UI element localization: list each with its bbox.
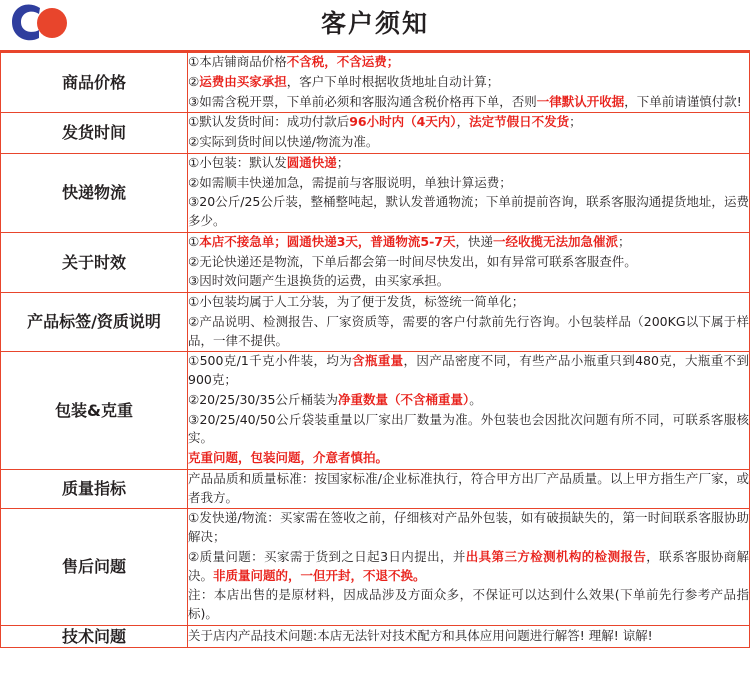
plain-text: ②如需顺丰快递加急，需提前与客服说明，单独计算运费； — [188, 174, 512, 190]
plain-text: ①小包装均属于人工分装，为了便于发货，标签统一简单化； — [188, 294, 525, 309]
plain-text: ①小包装：默认发 — [188, 154, 287, 170]
page-title: 客户须知 — [320, 9, 429, 38]
notice-content-cell — [188, 153, 750, 232]
highlight-text: 克重问题，包装问题，介意者慎拍。 — [188, 450, 389, 465]
notice-content-cell — [188, 469, 750, 509]
notice-line — [188, 470, 749, 508]
table-row — [1, 509, 750, 626]
notice-category-label: 质量指标 — [1, 469, 188, 509]
notice-line — [188, 253, 749, 272]
table-row — [1, 469, 750, 509]
plain-text: ， — [456, 114, 470, 130]
notice-line — [188, 53, 749, 72]
notice-line — [188, 449, 749, 468]
notice-content-cell — [188, 113, 750, 154]
highlight-text: 运费由买家承担 — [199, 73, 287, 89]
notice-line — [188, 93, 749, 112]
notice-category-label: 商品价格 — [1, 53, 188, 113]
notice-line — [188, 313, 749, 351]
notice-content-cell — [188, 625, 750, 648]
plain-text: ； — [569, 114, 582, 130]
plain-text: ②产品说明、检测报告、厂家资质等，需要的客户付款前先行咨询。小包装样品（200KG以下属于样品，一律不提供。 — [188, 313, 749, 348]
plain-text: ，快递 — [455, 233, 494, 249]
notice-category-label: 快递物流 — [1, 153, 188, 232]
plain-text: ③20/25/40/50公斤袋装重量以厂家出厂数量为准。外包装也会因批次问题有所不同，可联系客服核实。 — [188, 411, 749, 446]
notice-line — [188, 133, 749, 152]
table-row — [1, 625, 750, 648]
notice-line — [188, 193, 749, 231]
notice-line — [188, 174, 749, 193]
plain-text: ③因时效问题产生退换货的运费，由买家承担。 — [188, 273, 450, 289]
table-row — [1, 232, 750, 292]
plain-text: ②无论快递还是物流，下单后都会第一时间尽快发出，如有异常可联系客服查件。 — [188, 253, 637, 269]
notice-category-label: 技术问题 — [1, 625, 188, 648]
notice-category-label: 关于时效 — [1, 232, 188, 292]
notice-category-label: 发货时间 — [1, 113, 188, 154]
notice-line — [188, 113, 749, 132]
plain-text: ①发快递/物流：买家需在签收之前，仔细核对产品外包装，如有破损缺失的，第一时间联系客服协助解决； — [188, 510, 749, 544]
notice-content-cell — [188, 509, 750, 626]
notice-table — [0, 52, 750, 648]
plain-text: ③20公斤/25公斤装，整桶整吨起，默认发普通物流；下单前提前咨询，联系客服沟通提货地址，运费多少。 — [188, 194, 749, 228]
plain-text: ，因产品密度不同，有些产品小瓶重只到480克，大瓶重不到900克； — [188, 353, 749, 387]
notice-line — [188, 509, 749, 547]
table-row — [1, 53, 750, 113]
highlight-text: 96小时内（4天内） — [349, 114, 457, 130]
notice-category-label: 售后问题 — [1, 509, 188, 626]
table-row — [1, 113, 750, 154]
plain-text: ② — [188, 73, 200, 89]
notice-line — [188, 391, 749, 410]
plain-text: ； — [618, 233, 631, 249]
highlight-text: 含瓶重量 — [352, 353, 404, 369]
highlight-text: 净重数量（不含桶重量） — [337, 391, 470, 407]
notice-content-cell — [188, 53, 750, 113]
notice-content-cell — [188, 293, 750, 352]
plain-text: ① — [188, 233, 200, 249]
plain-text: 关于店内产品技术问题:本店无法针对技术配方和具体应用问题进行解答! 理解! 谅解! — [188, 627, 653, 643]
plain-text: ，联系客服协商解决。 — [188, 548, 749, 583]
plain-text: ，下单前请谨慎付款! — [624, 93, 742, 109]
plain-text: ②20/25/30/35公斤桶装为 — [188, 391, 338, 407]
highlight-text: 非质量问题的，一但开封，不退不换。 — [213, 567, 426, 583]
notice-line — [188, 154, 749, 173]
plain-text: ②质量问题：买家需于货到之日起3日内提出，并 — [188, 548, 466, 564]
notice-line — [188, 352, 749, 390]
plain-text: 。 — [469, 391, 482, 407]
plain-text: ，客户下单时根据收货地址自动计算； — [286, 73, 500, 89]
notice-content-cell — [188, 232, 750, 292]
table-row — [1, 352, 750, 470]
notice-table-body — [1, 53, 750, 648]
highlight-text: 一律默认开收据 — [536, 93, 625, 109]
table-row — [1, 293, 750, 352]
plain-text: ①500克/1千克小件装，均为 — [188, 353, 353, 369]
notice-line — [188, 73, 749, 92]
notice-line — [188, 272, 749, 291]
plain-text: ； — [336, 154, 350, 170]
notice-line — [188, 411, 749, 449]
highlight-text: 圆通快递 — [286, 154, 337, 170]
plain-text: ③如需含税开票，下单前必须和客服沟通含税价格再下单，否则 — [188, 93, 537, 109]
plain-text: ①默认发货时间：成功付款后 — [188, 114, 350, 130]
highlight-text: 一经收揽无法加急催派 — [493, 233, 619, 249]
notice-line — [188, 627, 749, 646]
notice-line — [188, 548, 749, 586]
notice-line — [188, 293, 749, 312]
plain-text: ②实际到货时间以快递/物流为准。 — [188, 134, 379, 149]
notice-line — [188, 586, 749, 624]
plain-text: 注：本店出售的是原材料，因成品涉及方面众多，不保证可以达到什么效果(下单前先行参考产品指标)。 — [188, 587, 749, 621]
plain-text: 产品品质和质量标准：按国家标准/企业标准执行，符合甲方出厂产品质量。以上甲方指生产厂家，或者我方。 — [188, 470, 749, 505]
notice-category-label: 包装&克重 — [1, 352, 188, 470]
notice-content-cell — [188, 352, 750, 470]
notice-category-label: 产品标签/资质说明 — [1, 293, 188, 352]
highlight-text: 本店不接急单；圆通快递3天，普通物流5-7天 — [199, 233, 456, 249]
notice-line — [188, 233, 749, 252]
plain-text: ①本店铺商品价格 — [188, 54, 287, 69]
page-header — [0, 0, 750, 52]
highlight-text: 法定节假日不发货 — [469, 114, 570, 130]
highlight-text: 出具第三方检测机构的检测报告 — [465, 548, 647, 564]
highlight-text: 不含税，不含运费； — [286, 54, 400, 69]
table-row — [1, 153, 750, 232]
